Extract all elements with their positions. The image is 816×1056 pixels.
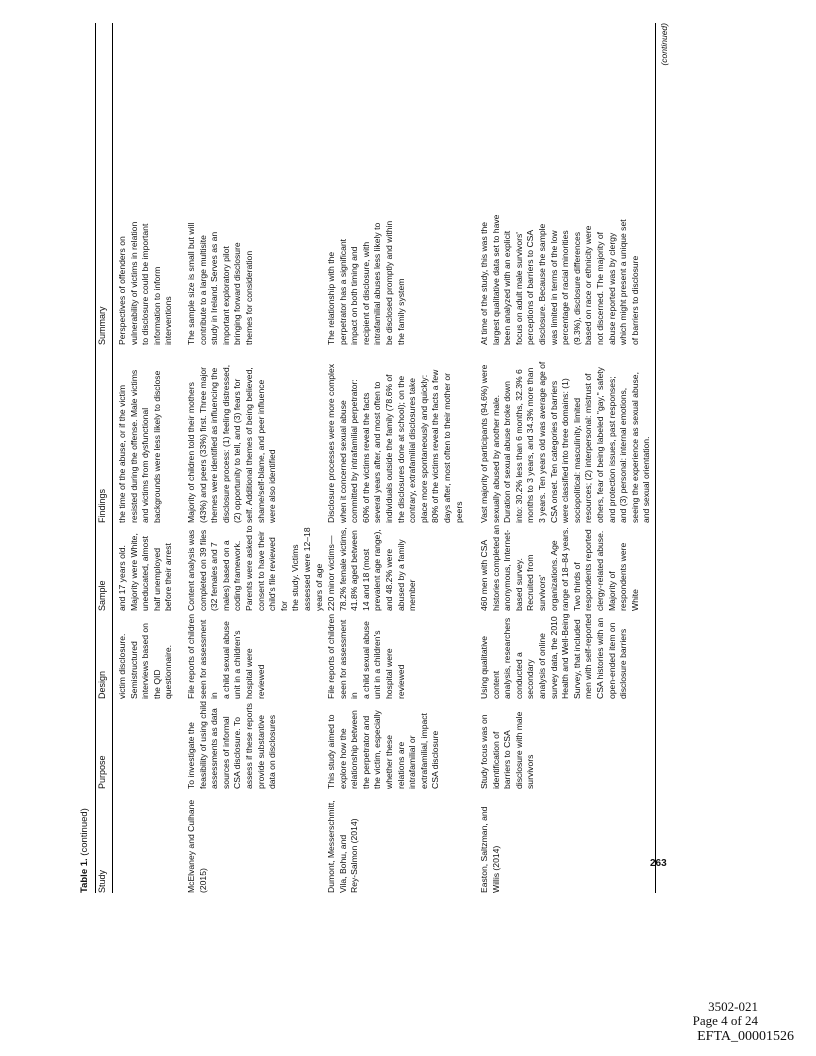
cell-purpose: To investigate the feasibility of using child assessments as data sources of informal CSA disclosure. To assess if these reports provide substantive data on disclosures [186,701,278,789]
header-purpose: Purpose [97,755,107,789]
cell-summary: Perspectives of offenders on vulnerability of victims in relation to disclosure could be important information to inform interventions [117,221,174,345]
table-caption-continued: (continued) [79,808,90,859]
table-header [95,23,111,893]
header-design: Design [97,670,107,699]
rotated-page-content [75,0,675,900]
cell-summary: At time of the study, this was the largest qualitative data set to have been analyzed with an explicit focus on adult male survivors' perceptions of barriers to CSA disclosure. Because the sample was limited in terms of the low percentage of racial minorities (9.3%), disclosure differences based on race or ethnicity were not discerned. The majority of abuse reported was by clergy which might present a unique set of barriers to disclosure [479,214,640,345]
continued-note: (continued) [659,23,669,66]
header-sample: Sample [97,580,107,611]
cell-sample: 460 men with CSA histories completed an anonymous, Internet- based survey. Recruited from survivors' organizations. Age range of 18–84 years. Two thirds of respondents reported clergy-related abuse. Majority of respondents were White [479,525,640,611]
header-study: Study [97,869,107,893]
cell-design: Using qualitative content analysis, researchers conducted a secondary analysis of online survey data, the 2010 Health and Well-Being Survey, that included men with self-reported CSA histories with an open-ended item on disclosure barriers [479,613,629,699]
cell-purpose: Study focus was on identification of barriers to CSA disclosure with male survivors [479,711,536,789]
bates-stamp [693,1000,758,1028]
bates-page-count: Page 4 of 24 [692,1013,758,1028]
cell-design: victim disclosure. Semistructured interviews based on the QID questionnaire. [117,623,174,699]
header-findings: Findings [97,488,107,523]
table-caption-label: Table 1. [79,858,90,893]
cell-findings: Vast majority of participants (94.6%) were sexually abused by another male. Duration of sexual abuse broke down into: 30.2% less than 6 months, 32.3% 6 months to 3 years, and 34.3% more than 3 years. Ten years old was average age of CSA onset. Ten categories of barriers were classified into three domains: (1) sociopolitical: masculinity, limited resources; (2) interpersonal: mistrust of others, fear of being labeled "gay," safety and protection issues, past responses; and (3) personal: internal emotions, seeing the experience as sexual abuse, and sexual orientation. [479,361,652,523]
cell-findings: Majority of children told their mothers (43%) and peers (33%) first. Three major themes were identified as influencing the disclosure process: (1) feeling distressed, (2) opportunity to tell, and (3) fears for self. Additional themes of being believed, shame/self-blame, and peer influence were also identified [186,364,278,523]
cell-design: File reports of children seen for assessment in a child sexual abuse unit in a children's hospital were reviewed [326,613,406,699]
bates-document-id: 3502-021 [708,999,758,1014]
cell-sample: 220 minor victims— 78.2% female victims, 41.8% aged between 14 and 18 (most prevalent age range), and 48.2% were abused by a family member [326,527,418,611]
cell-findings: Disclosure processes were more complex when it concerned sexual abuse committed by intrafamilial perpetrator: 60% of the victims reveal the facts several years after, and most often to individuals outside the family (78.6% of the disclosures done at school); on the contrary, extrafamilial disclosures take place more spontaneously and quickly: 80% of the victims reveal the facts a few days after, most often to their mother or peers [326,363,464,523]
journal-page-number: 263 [650,858,667,869]
cell-purpose: This study aimed to explore how the relationship between the perpetrator and the victim, especially whether these relations are intrafamilial or extrafamilial, impact CSA disclosure [326,710,441,789]
cell-study: Dumont, Messerschmitt, Vila, Bohu, and Rey-Salmon (2014) [326,800,360,893]
cell-study: Easton, Saltzman, and Willis (2014) [479,806,501,893]
cell-sample: and 17 years old. Majority were White, uneducated, almost half unemployed before their arrest [117,533,174,611]
efta-identifier: EFTA_00001526 [697,1029,794,1044]
cell-findings: the time of the abuse, or if the victim resisted during the offense. Male victims and victims from dysfunctional backgrounds were less likely to disclose [117,369,162,523]
header-bottom-rule [112,23,113,893]
table-bottom-rule [655,23,656,893]
cell-study: McElvaney and Culhane (2015) [186,799,208,893]
cell-sample: Content analysis was completed on 39 files (32 females and 7 males) based on a coding framework. Parents were asked to consent to have their child's file reviewed for the study. Victims assessed were 12–18 years of age [186,525,324,611]
table-container [75,23,669,893]
header-summary: Summary [97,306,107,345]
cell-design: File reports of children seen for assessment in a child sexual abuse unit in a children's hospital were reviewed [186,613,266,699]
cell-summary: The relationship with the perpetrator has a significant impact on both timing and recipient of disclosure, with intrafamilial abuses less likely to be disclosed promptly and within the family system [326,220,406,345]
table-caption [79,808,90,893]
cell-summary: The sample size is small but will contribute to a large multisite study in Ireland. Serves as an important exploratory pilot bringing forward disclosure themes for consideration [186,222,254,345]
